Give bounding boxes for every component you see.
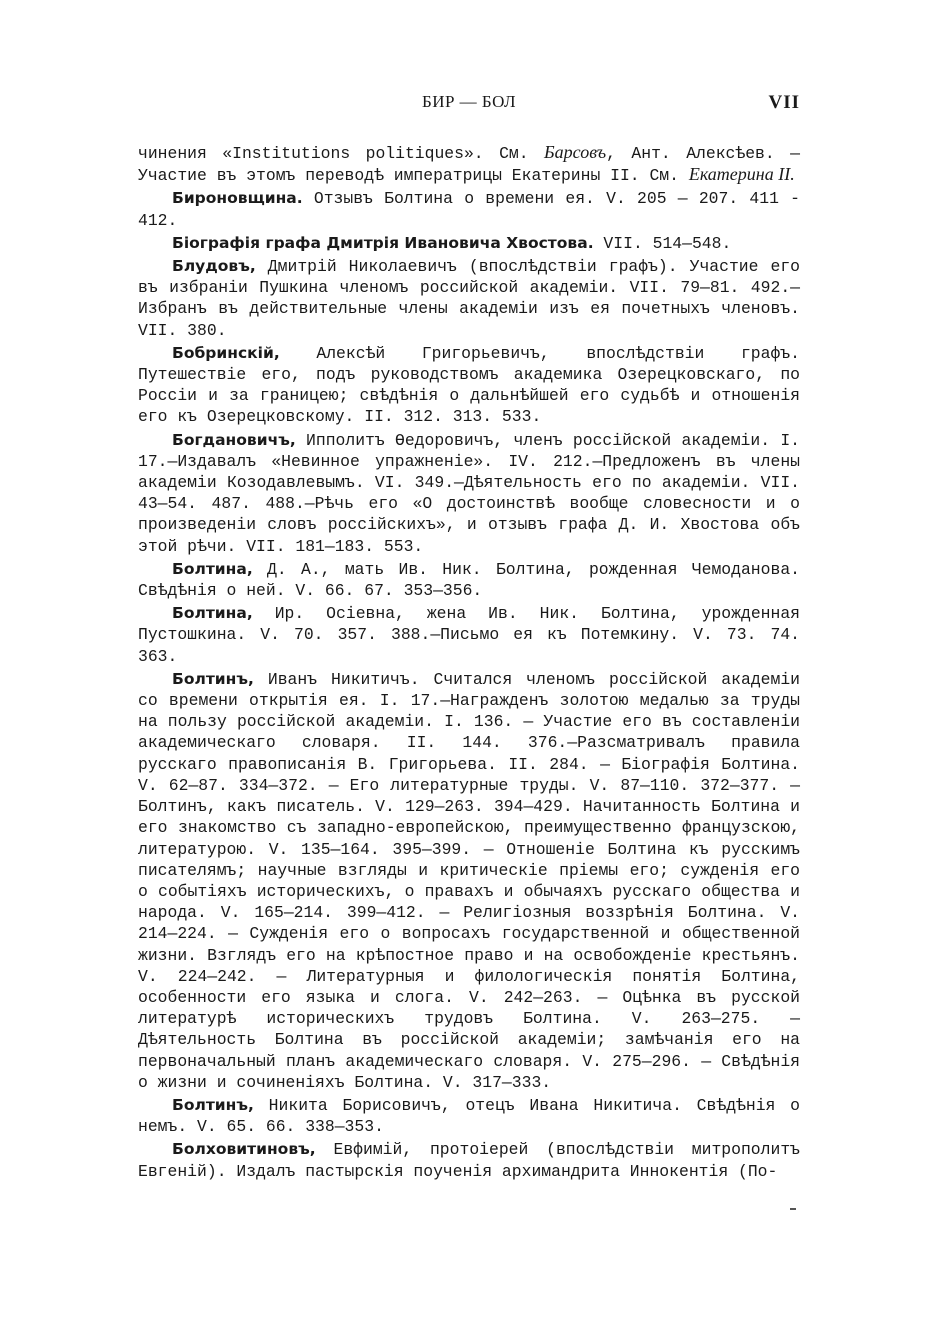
index-entry [138,559,800,601]
entry-headword: Болтина, [172,559,253,578]
running-head [138,92,800,116]
cross-reference: Екатерина II. [688,164,795,185]
entry-text: Ир. Осіевна, жена Ив. Ник. Болтина, урожденная Пустошкина. V. 70. 357. 388.—Письмо ея къ Потемкину. V. 73. 74. 363. [138,604,800,666]
entry-headword: Болховитиновъ, [172,1140,316,1159]
entry-text: Иванъ Никитичъ. Считался членомъ россійской академіи со времени открытія ея. I. 17.—Награжденъ золотою медалью за труды на пользу россійской академіи. I. 136. — Участие его въ составленіи академическаго словаря. II. 144. 376.—Разсматривалъ правила русскаго правописанія В. Григорьева. II. 284. — Біографія Болтина. V. 62—87. 334—372. — Его литературные труды. V. 87—110. 372—377. — Болтинъ, какъ писатель. V. 129—263. 394—429. Начитанность Болтина и его знакомство съ западно-европейскою, преимущественно французскою, литературою. V. 135—164. 395—399. — Отношеніе Болтина къ русскимъ писателямъ; научные взгляды и критическіе пріемы его; сужденія его о событіяхъ историческихъ, о правахъ и обычаяхъ русскаго общества и народа. V. 165—214. 399—412. — Религіозныя воззрѣнія Болтина. V. 214—224. — Сужденія его о вопросахъ государственной и общественной жизни. Взглядъ его на крѣпостное право и на освобожденіе крестьянъ. V. 224—242. — Литературныя и филологическія понятія Болтина, особенности его языка и слога. V. 242—263. — Оцѣнка въ русской литературѣ историческихъ трудовъ Болтина. V. 263—275. — Дѣятельность Болтина въ россійской академіи; замѣчанія его на первоначальный планъ академическаго словаря. V. 275—296. — Свѣдѣнія о жизни и сочиненіяхъ Болтина. V. 317—333. [138,669,800,1092]
entry-text: Ипполитъ Өедоровичъ, членъ россійской академіи. I. 17.—Издавалъ «Невинное упражненіе». IV. 212.—Предложенъ въ члены академіи Козодавлевымъ. VI. 349.—Дѣятельность его по академіи. VII. 43—54. 487. 488.—Рѣчь его «О достоинствѣ вообще словесности и о произведеніи словъ россійскихъ», и отзывъ графа Д. И. Хвостова объ этой рѣчи. VII. 181—183. 553. [138,430,800,556]
entry-headword: Бироновщина. [172,189,303,208]
entry-headword: Болтина, [172,604,253,623]
entry-headword: Болтинъ, [172,1095,254,1114]
index-entries [138,142,800,1184]
running-title: БИР — БОЛ [421,92,517,111]
index-entry [138,343,800,428]
entry-text: , Ант. Алексѣев. — Участие въ этомъ переводѣ императрицы Екатерины II. См. [138,144,800,186]
entry-headword: Болтинъ, [172,669,254,688]
entry-text: Никита Борисовичъ, отецъ Ивана Никитича. Свѣдѣнія о немъ. V. 65. 66. 338—353. [138,1095,800,1137]
entry-headword: Бобринскій, [172,343,280,362]
index-entry [138,256,800,341]
entry-text: Дмитрій Николаевичъ (впослѣдствіи графъ). Участие его въ избраніи Пушкина членомъ российской академіи. VII. 79—81. 492.—Избранъ въ действительные члены академіи изъ ея почетныхъ членовъ. VII. 380. [138,257,800,340]
index-entry [138,669,800,1093]
index-entry [138,142,800,186]
entry-headword: Богдановичъ, [172,430,296,449]
entry-text: чинения «Institutions politiques». См. [138,144,545,163]
index-entry [138,430,800,557]
index-entry [138,1139,800,1181]
index-entry [138,233,800,254]
cross-reference: Барсовъ [544,142,607,162]
entry-headword: Біографія графа Дмитрія Ивановича Хвостова. [172,233,594,252]
printer-mark [790,1208,796,1210]
entry-text: Отзывъ Болтина о времени ея. V. 205 — 207. 411 - 412. [138,189,800,230]
index-entry [138,188,800,230]
index-entry [138,1095,800,1137]
book-page [138,0,800,1333]
entry-text: Алексѣй Григорьевичъ, впослѣдствіи графъ. Путешествіе его, подъ руководствомъ академика Озерецковскаго, по Россіи и за границею; свѣдѣнія о дальнѣйшей его судьбѣ и отношенія его къ Озерецковскому. II. 312. 313. 533. [138,343,800,427]
entry-headword: Блудовъ, [172,257,256,276]
entry-text: VII. 514—548. [593,233,732,253]
entry-text: Д. А., мать Ив. Ник. Болтина, рожденная Чемоданова. Свѣдѣнія о ней. V. 66. 67. 353—356. [138,559,800,601]
page-number: VII [768,92,800,113]
index-entry [138,603,800,667]
entry-text: Евфимій, протоіерей (впослѣдствіи митрополитъ Евгеній). Издалъ пастырскія поученія архимандрита Иннокентія (По- [138,1140,800,1181]
